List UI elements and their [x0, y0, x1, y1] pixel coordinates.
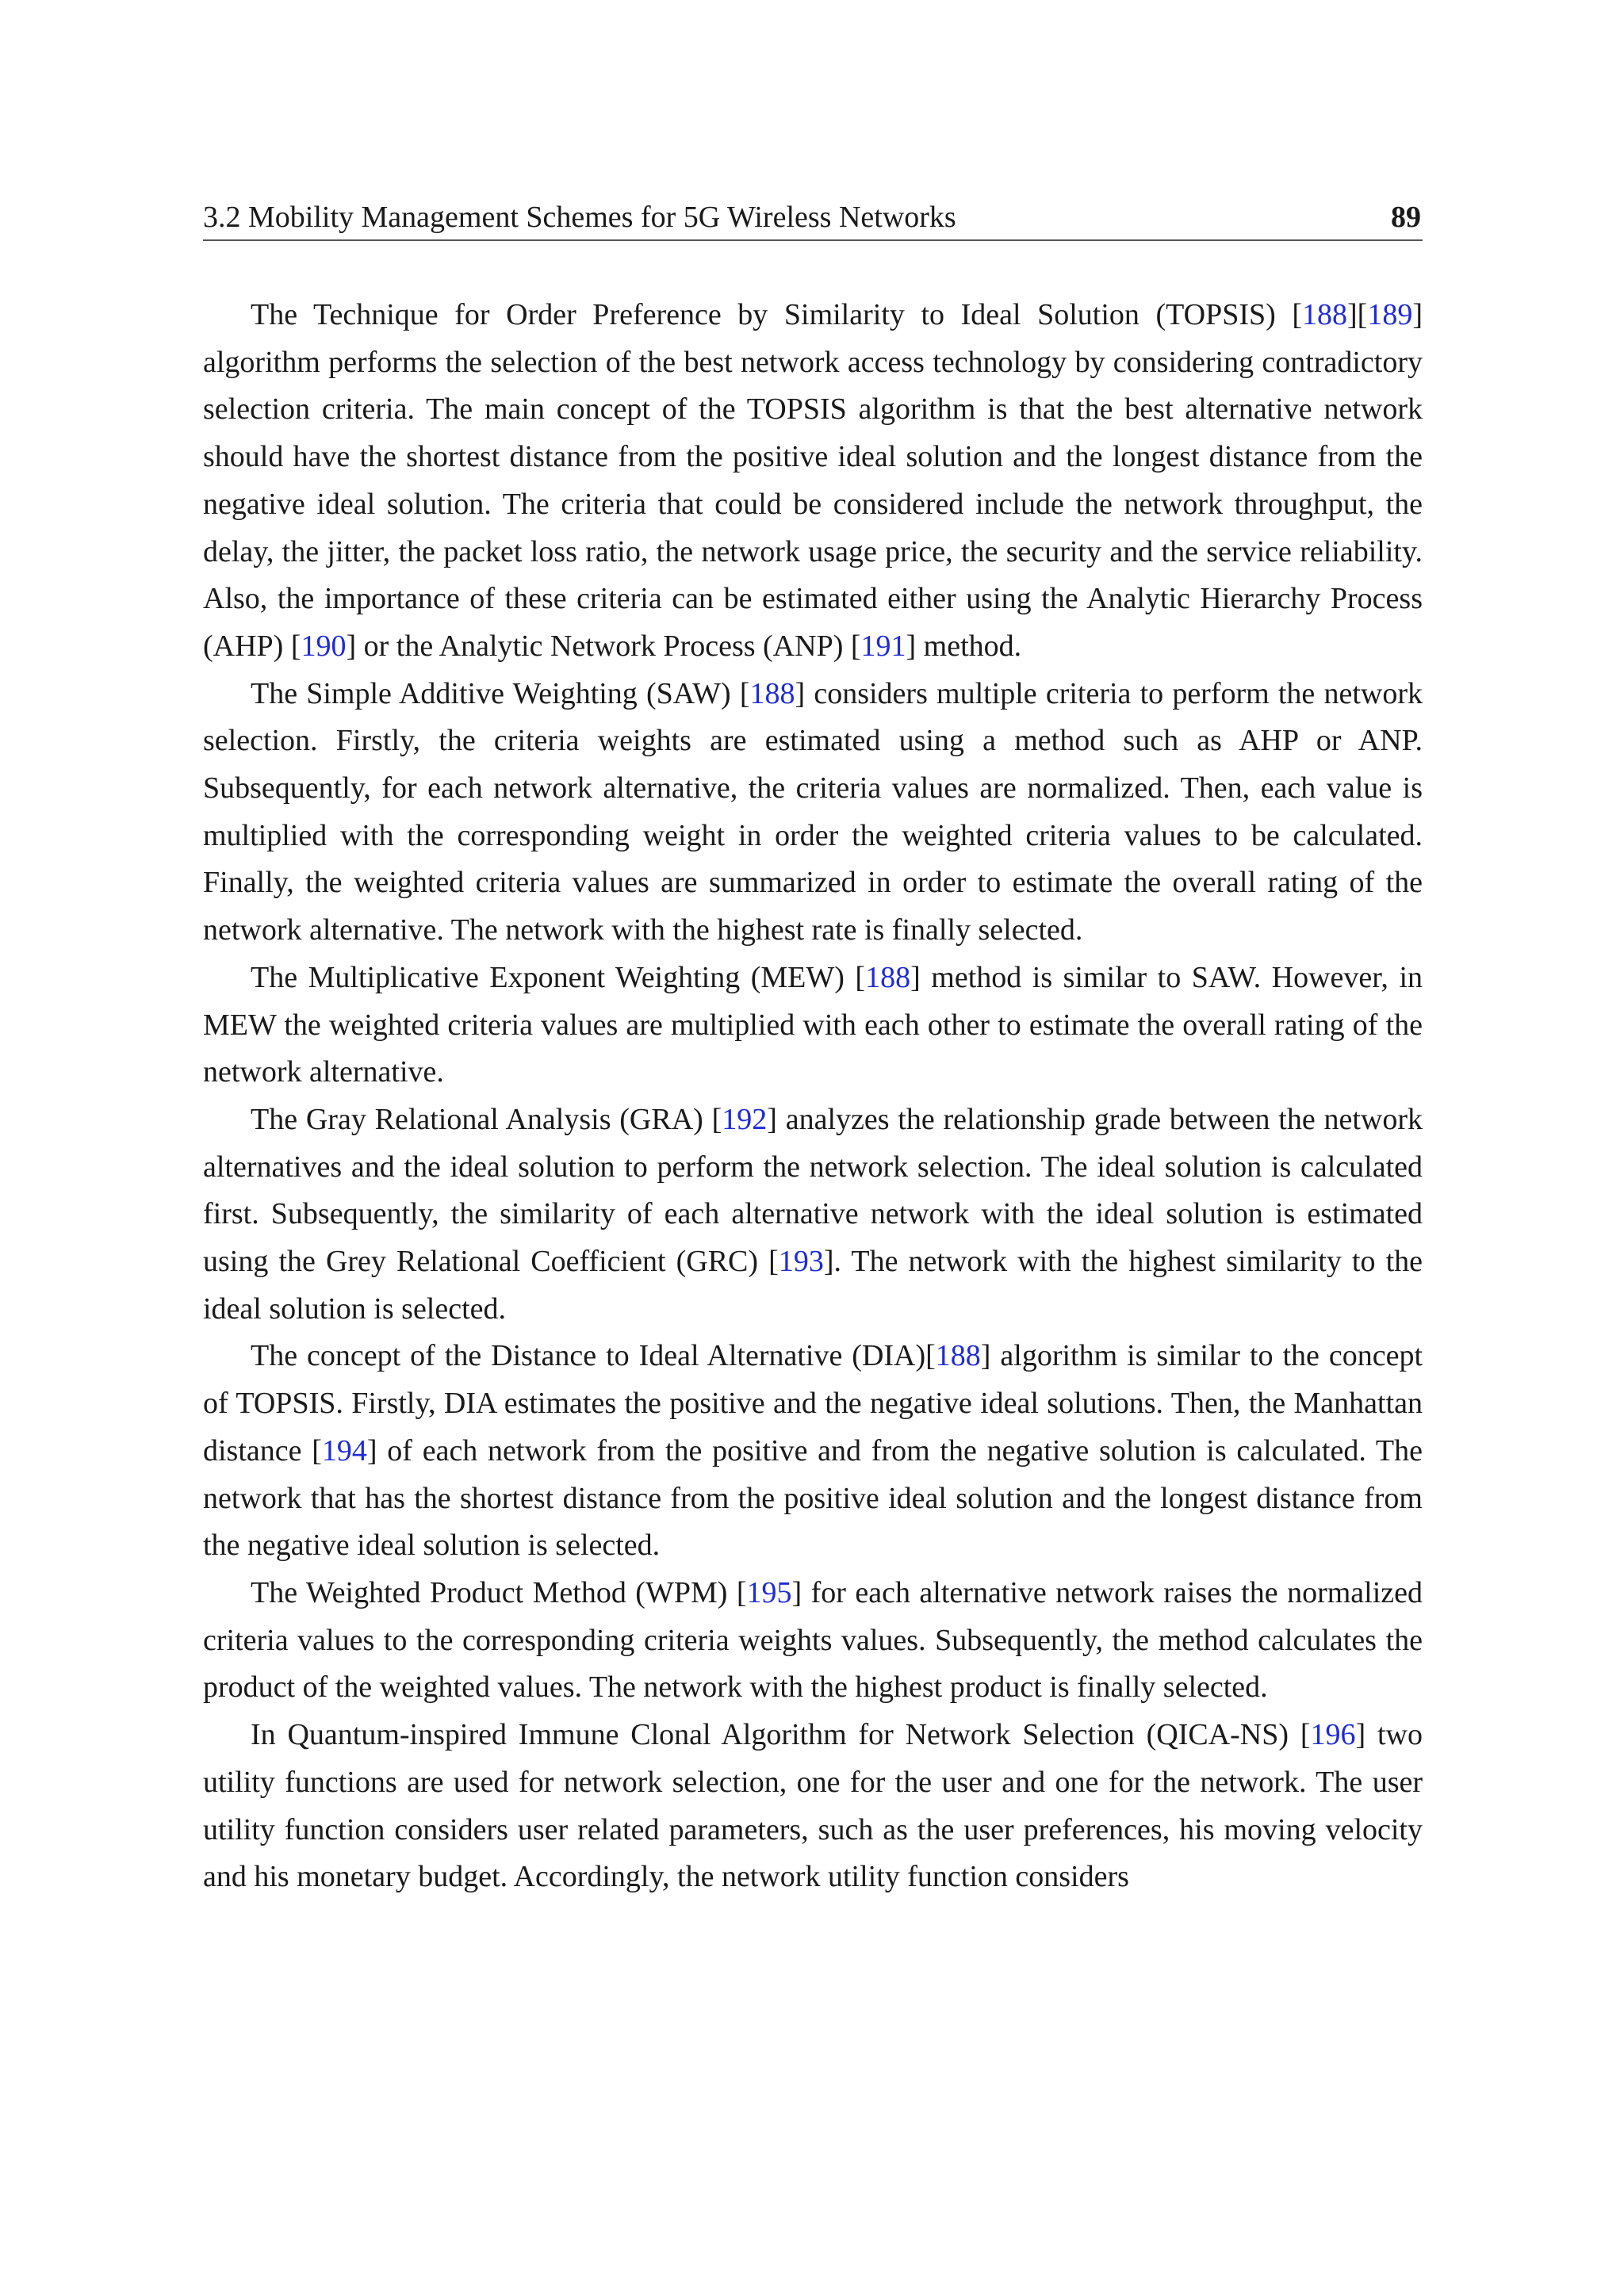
text-run: The Weighted Product Method (WPM) [	[251, 1575, 747, 1609]
text-run: ][	[1347, 298, 1368, 331]
text-run: [	[1292, 298, 1303, 331]
text-run: ] two utility functions are used for network selection, one for the user and one for the network. The user utility function considers user related parameters, such as the user preferences, his moving velocity and his monetary budget. Accordingly, the network utility function considers	[203, 1718, 1423, 1894]
citation-link[interactable]: 193	[778, 1245, 824, 1279]
running-header	[203, 195, 1423, 241]
citation-link[interactable]: 195	[746, 1575, 792, 1609]
citation-link[interactable]: 191	[860, 629, 906, 663]
text-run: ] method is similar to SAW. However, in MEW the weighted criteria values are multiplied with each other to estimate the overall rating of the network alternative.	[203, 960, 1423, 1089]
text-run: ] or the Analytic Network Process (ANP) [	[346, 629, 861, 663]
text-run: The Technique for Order Preference by Similarity to Ideal Solution (TOPSIS)	[251, 298, 1293, 331]
paragraph-mew	[203, 955, 1423, 1096]
body-text	[203, 292, 1423, 1901]
citation-link[interactable]: 189	[1367, 298, 1413, 331]
citation-link[interactable]: 194	[321, 1433, 367, 1468]
citation-link[interactable]: 192	[722, 1102, 768, 1136]
citation-link[interactable]: 190	[301, 629, 347, 663]
text-run: ] algorithm is similar to the concept of TOPSIS. Firstly, DIA estimates the positive and the negative ideal solutions. Then, the Manhattan distance [	[203, 1339, 1423, 1468]
text-run: ] algorithm performs the selection of the best network access technology by considering contradictory selection criteria. The main concept of the TOPSIS algorithm is that the best alternative network should have the shortest distance from the positive ideal solution and the longest distance from the negative ideal solution. The criteria that could be considered include the network throughput, the delay, the jitter, the packet loss ratio, the network usage price, the security and the service reliability. Also, the importance of these criteria can be estimated either using the Analytic Hierarchy Process (AHP) [	[203, 298, 1423, 663]
citation-link[interactable]: 196	[1310, 1718, 1356, 1752]
text-run: ] of each network from the positive and from the negative solution is calculated. The network that has the shortest distance from the positive ideal solution and the longest distance from the negative ideal solution is selected.	[203, 1433, 1423, 1563]
citation-link[interactable]: 188	[865, 960, 911, 994]
text-run: The concept of the Distance to Ideal Alternative (DIA)[	[251, 1339, 936, 1373]
text-run: ] analyzes the relationship grade between the network alternatives and the ideal solution to perform the network selection. The ideal solution is calculated first. Subsequently, the similarity of each alternative network with the ideal solution is estimated using the Grey Relational Coefficient (GRC) [	[203, 1102, 1423, 1279]
text-run: The Gray Relational Analysis (GRA) [	[251, 1102, 722, 1136]
paragraph-qica-ns	[203, 1712, 1423, 1901]
paragraph-dia	[203, 1333, 1423, 1570]
text-run: In Quantum-inspired Immune Clonal Algorithm for Network Selection (QICA-NS) [	[251, 1718, 1311, 1752]
paragraph-topsis	[203, 292, 1423, 671]
text-run: ] considers multiple criteria to perform the network selection. Firstly, the criteria weights are estimated using a method such as AHP or ANP. Subsequently, for each network alternative, the criteria values are normalized. Then, each value is multiplied with the corresponding weight in order the weighted criteria values to be calculated. Finally, the weighted criteria values are summarized in order to estimate the overall rating of the network alternative. The network with the highest rate is finally selected.	[203, 676, 1423, 947]
text-run: ] for each alternative network raises the normalized criteria values to the corresponding criteria weights values. Subsequently, the method calculates the product of the weighted values. The network with the highest product is finally selected.	[203, 1575, 1423, 1705]
page-number: 89	[1391, 201, 1421, 234]
citation-link[interactable]: 188	[749, 676, 795, 710]
paragraph-wpm	[203, 1570, 1423, 1712]
paragraph-saw	[203, 671, 1423, 955]
text-run: ]. The network with the highest similarity to the ideal solution is selected.	[203, 1245, 1423, 1326]
text-run: ] method.	[906, 629, 1022, 663]
running-title: 3.2 Mobility Management Schemes for 5G Wireless Networks	[203, 201, 956, 234]
citation-link[interactable]: 188	[935, 1339, 981, 1373]
text-run: The Simple Additive Weighting (SAW) [	[251, 676, 750, 710]
text-run: The Multiplicative Exponent Weighting (MEW) [	[251, 960, 866, 994]
citation-link[interactable]: 188	[1302, 298, 1348, 331]
paragraph-gra	[203, 1096, 1423, 1334]
